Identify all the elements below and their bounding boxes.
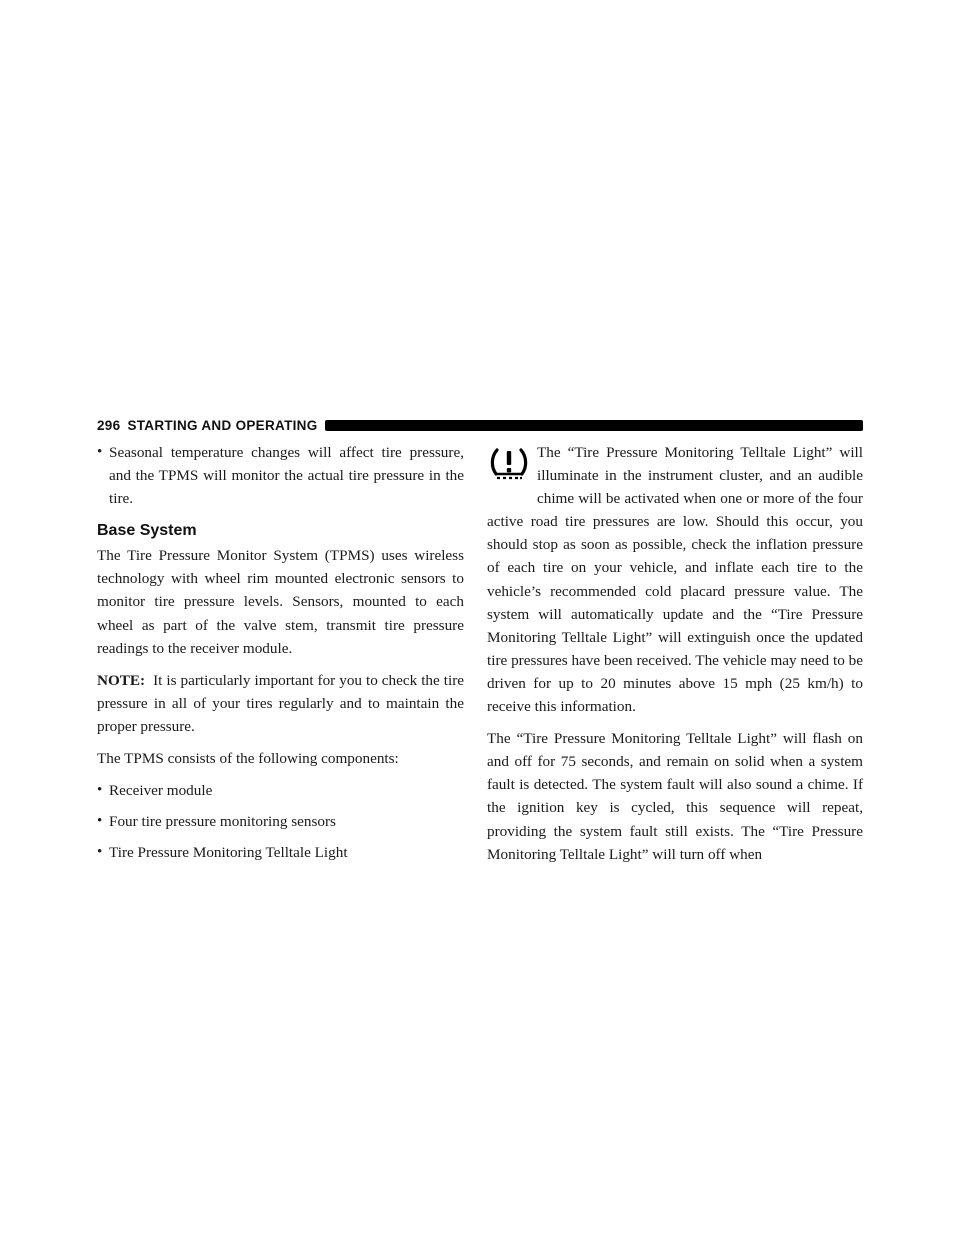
bullet-text: Four tire pressure monitoring sensors (109, 813, 336, 831)
bullet-text: Tire Pressure Monitoring Telltale Light (109, 844, 348, 862)
paragraph: The “Tire Pressure Monitoring Telltale Light” will flash on and off for 75 seconds, and remain on solid when a system fault is detected. The system fault will also sound a chime. If the ignition key is cycled, this sequence will repeat, providing the system fault still exists. The “Tire Pressure Monitoring Telltale Light” will turn off when (487, 730, 863, 863)
section-subheading: Base System (97, 522, 197, 540)
note-text: It is particularly important for you to check the tire pressure in all of your tires regularly and to maintain the proper pressure. (97, 671, 464, 735)
bullet-icon: • (97, 813, 103, 830)
left-column (97, 441, 464, 872)
paragraph: The “Tire Pressure Monitoring Telltale Light” will illuminate in the instrument cluster, and an audible chime will be activated when one or more of the four active road tire pressures are low. Should this occur, you should stop as soon as possible, check the inflation pressure of each tire on your vehicle, and inflate each tire to the vehicle’s recommended cold placard pressure value. The system will automatically update and the “Tire Pressure Monitoring Telltale Light” will extinguish once the updated tire pressures have been received. The vehicle may need to be driven for up to 20 minutes above 15 mph (25 km/h) to receive this information. (487, 444, 863, 716)
list-item (97, 810, 464, 833)
list-item (97, 441, 464, 510)
tire-pressure-warning-icon-container (487, 441, 533, 503)
bullet-text: Receiver module (109, 782, 213, 800)
paragraph: The Tire Pressure Monitor System (TPMS) uses wireless technology with wheel rim mounted electronic sensors to monitor tire pressure levels. Sensors, mounted to each wheel as part of the valve stem, transmit tire pressure readings to the receiver module. (97, 547, 464, 657)
note-label: NOTE: (97, 671, 146, 689)
tire-pressure-warning-icon (489, 447, 529, 481)
note-paragraph (97, 669, 464, 738)
page-number: 296 (97, 417, 121, 433)
bullet-icon: • (97, 782, 103, 799)
bullet-icon: • (97, 844, 103, 861)
bullet-text: Seasonal temperature changes will affect tire pressure, and the TPMS will monitor the actual tire pressure in the tire. (109, 444, 464, 508)
section-title: STARTING AND OPERATING (127, 417, 318, 433)
header-rule (325, 420, 863, 431)
right-column (487, 441, 863, 875)
paragraph: The TPMS consists of the following components: (97, 750, 399, 768)
list-item (97, 841, 464, 864)
bullet-icon: • (97, 444, 103, 460)
list-item (97, 779, 464, 802)
page-header (97, 415, 863, 435)
